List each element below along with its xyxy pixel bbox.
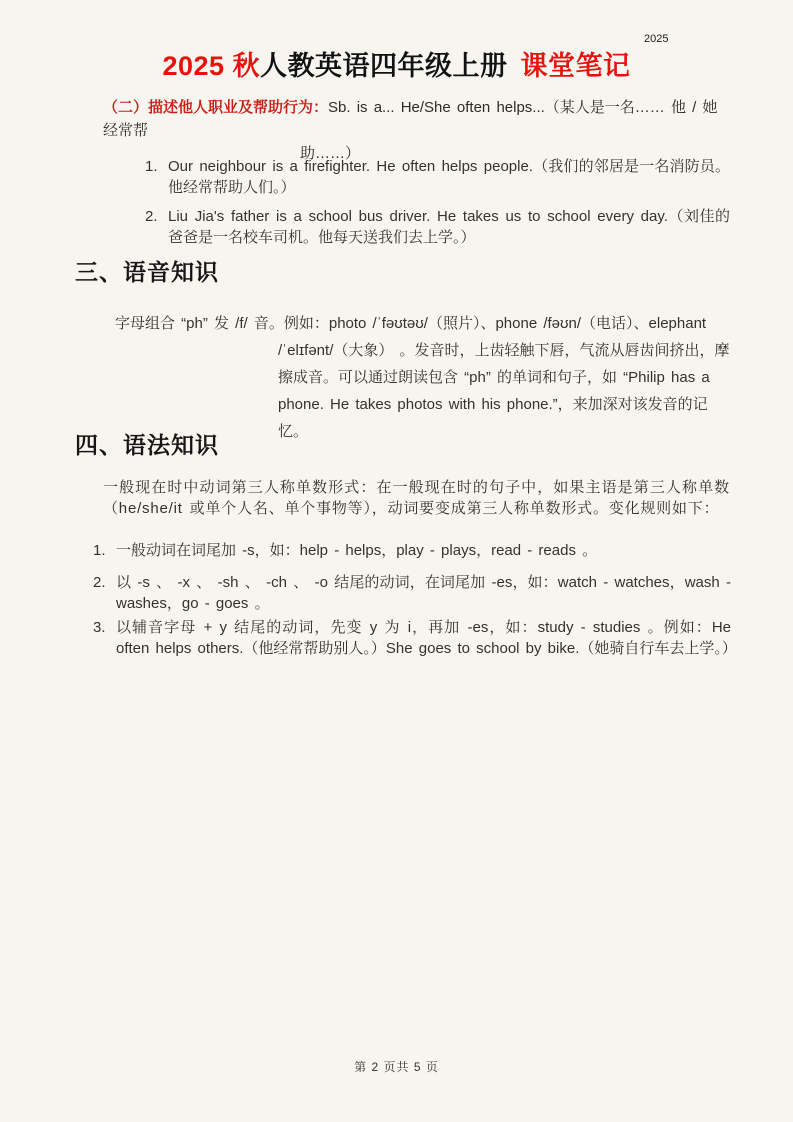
corner-year: 2025 (644, 33, 669, 45)
rule-text: 一般动词在词尾加 -s，如：help - helps，play - plays，read - reads 。 (116, 542, 598, 559)
page-footer: 第 2 页共 5 页 (354, 1060, 439, 1074)
grammar-intro-paragraph: 一般现在时中动词第三人称单数形式：在一般现在时的句子中，如果主语是第三人称单数（he/she/it 或单个人名、单个事物等），动词要变成第三人称单数形式。变化规则如下： (103, 479, 730, 517)
rule-text: 以辅音字母 + y 结尾的动词，先变 y 为 i，再加 -es，如：study - studies 。例如：He often helps others.（他经常帮助别人。）She goes to school by bike.（她骑自行车去上学。） (116, 619, 737, 657)
list-number: 1. (145, 158, 158, 175)
title-year-season: 2025 秋 (162, 51, 261, 81)
section-heading-phonetics: 三、语音知识 (75, 259, 219, 285)
list-number: 2. (145, 208, 158, 225)
intro-red-label: （二）描述他人职业及帮助行为： (103, 99, 329, 116)
title-notes-label: 课堂笔记 (520, 51, 631, 81)
intro-line-2: 助……） (300, 145, 361, 162)
intro-sentence: Sb. is a... He/She often helps...（某人是一名…… 他 / 她经常帮 (103, 99, 718, 139)
grammar-rule-2 (93, 572, 731, 614)
phonetics-line-2: /ˈelɪfənt/（大象） 。发音时，上齿轻触下唇，气流从唇齿间挤出，摩 (278, 342, 730, 359)
rule-text: 以 -s 、 -x 、 -sh 、 -ch 、 -o 结尾的动词，在词尾加 -es，如：watch - watches，wash - washes，go - goes 。 (116, 574, 731, 612)
intro-line-1 (103, 96, 731, 142)
list-number: 1. (93, 542, 106, 559)
phonetics-line-3: 擦成音。可以通过朗读包含 “ph” 的单词和句子，如 “Philip has a (278, 369, 710, 386)
example-item-2 (145, 206, 730, 248)
phonetics-line-4: phone. He takes photos with his phone.”，来加深对该发音的记忆。 (278, 396, 708, 440)
section-heading-grammar: 四、语法知识 (75, 432, 219, 458)
example-item-1 (145, 156, 730, 198)
example-text: Liu Jia's father is a school bus driver. He takes us to school every day.（刘佳的爸爸是一名校车司机。他每天送我们去上学。） (168, 208, 730, 246)
title-book-name: 人教英语四年级上册 (260, 51, 508, 81)
intro-paragraph (103, 96, 731, 165)
grammar-rule-1 (93, 540, 731, 561)
phonetics-paragraph (115, 310, 731, 445)
page-title (0, 48, 793, 84)
list-number: 2. (93, 574, 106, 591)
list-number: 3. (93, 619, 106, 636)
grammar-rule-3 (93, 617, 737, 659)
phonetics-line-1: 字母组合 “ph” 发 /f/ 音。例如：photo /ˈfəʊtəʊ/（照片）、phone /fəʊn/（电话）、elephant (115, 315, 707, 332)
example-text: Our neighbour is a firefighter. He often helps people.（我们的邻居是一名消防员。他经常帮助人们。） (168, 158, 730, 196)
